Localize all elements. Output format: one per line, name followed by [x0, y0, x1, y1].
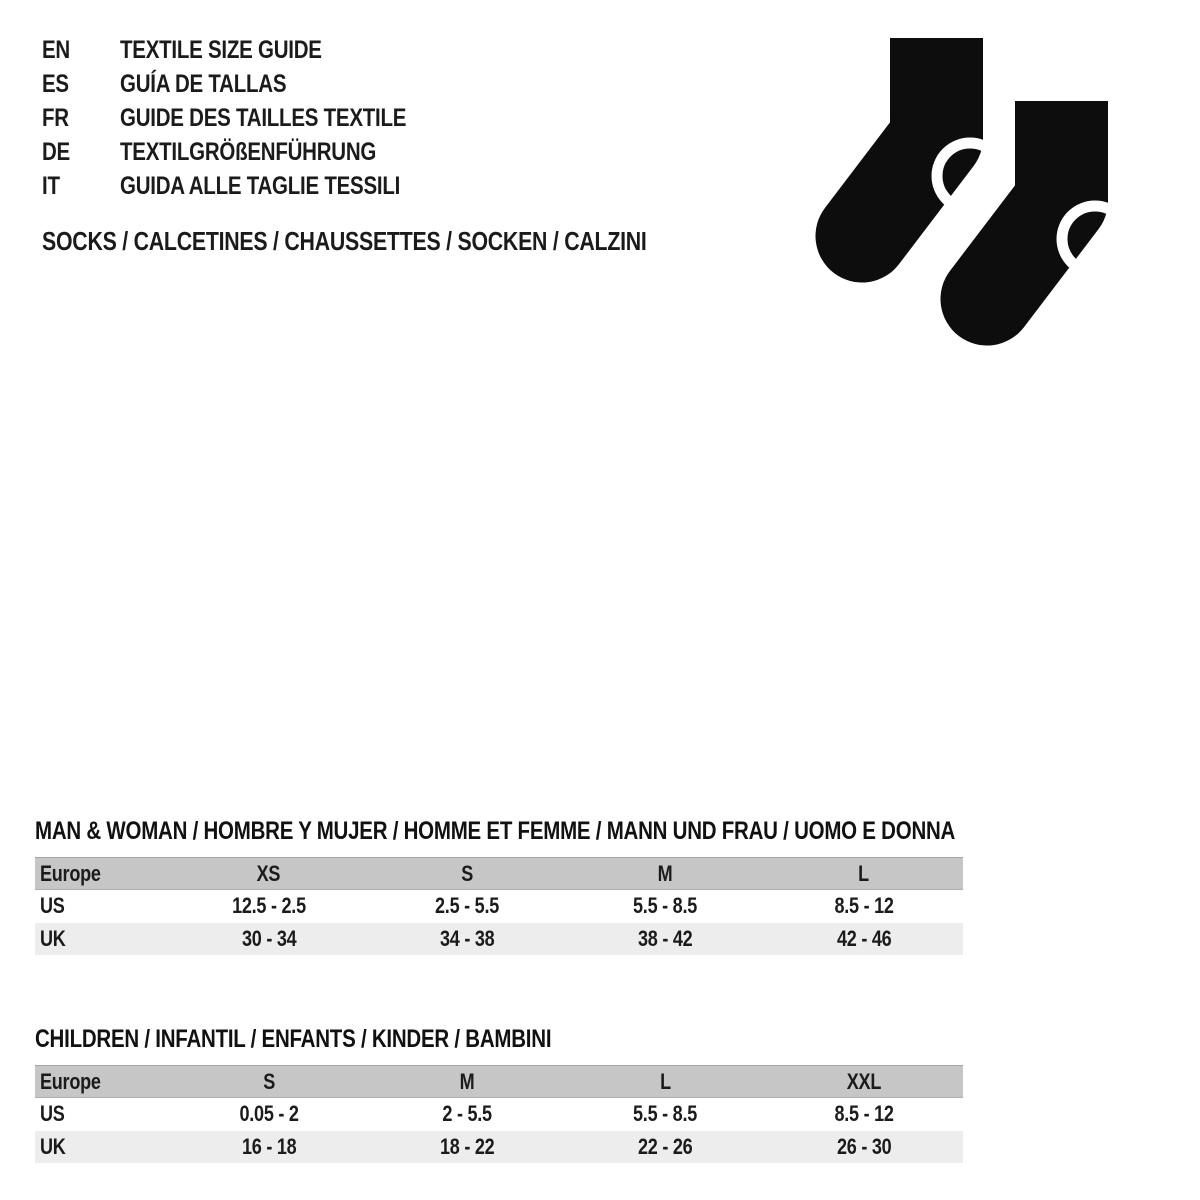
language-code: DE [42, 138, 70, 166]
size-cell: 34 - 38 [439, 925, 495, 951]
table-row-us [35, 1098, 963, 1131]
category-line-text: SOCKS / CALCETINES / CHAUSSETTES / SOCKEN / CALZINI [42, 226, 647, 256]
table-row-us [35, 890, 963, 923]
category-line [42, 226, 779, 256]
language-code: IT [42, 172, 60, 200]
size-cell: 0.05 - 2 [239, 1101, 299, 1127]
row-label: UK [40, 925, 66, 951]
language-code: FR [42, 104, 69, 132]
size-cell: 5.5 - 8.5 [633, 1101, 698, 1127]
size-cell: 42 - 46 [836, 925, 892, 951]
size-cell: 2.5 - 5.5 [435, 893, 500, 919]
socks-icon [812, 28, 1148, 364]
language-title-list [42, 36, 762, 206]
header-row [35, 858, 963, 890]
language-row [42, 70, 762, 104]
table-row-uk [35, 923, 963, 955]
column-header: L [858, 860, 870, 886]
column-header: L [660, 1068, 671, 1094]
language-title: GUIDE DES TAILLES TEXTILE [120, 104, 407, 132]
language-title: TEXTILGRÖßENFÜHRUNG [120, 138, 377, 166]
children-size-table [35, 1065, 963, 1163]
column-header: Europe [40, 1068, 101, 1094]
column-header: Europe [40, 860, 101, 886]
size-cell: 22 - 26 [638, 1133, 693, 1159]
row-label: US [40, 893, 65, 919]
column-header: M [658, 860, 673, 886]
table-title: MAN & WOMAN / HOMBRE Y MUJER / HOMME ET FEMME / MANN UND FRAU / UOMO E DONNA [35, 817, 956, 845]
size-cell: 5.5 - 8.5 [633, 893, 698, 919]
table-title: CHILDREN / INFANTIL / ENFANTS / KINDER / BAMBINI [35, 1025, 552, 1053]
man-woman-size-table [35, 857, 963, 955]
column-header: XS [256, 860, 281, 886]
language-code: EN [42, 36, 70, 64]
column-header: XXL [846, 1068, 881, 1094]
man-woman-size-section [35, 817, 963, 955]
header-row [35, 1066, 963, 1098]
size-cell: 16 - 18 [241, 1133, 296, 1159]
column-header: S [461, 860, 473, 886]
table-row-uk [35, 1131, 963, 1163]
size-cell: 38 - 42 [638, 925, 693, 951]
language-title: GUIDA ALLE TAGLIE TESSILI [120, 172, 401, 200]
size-cell: 12.5 - 2.5 [231, 893, 306, 919]
size-cell: 8.5 - 12 [834, 1101, 894, 1127]
size-cell: 30 - 34 [241, 925, 296, 951]
column-header: M [459, 1068, 475, 1094]
language-title: TEXTILE SIZE GUIDE [120, 36, 322, 64]
row-label: UK [40, 1133, 66, 1159]
size-cell: 26 - 30 [836, 1133, 892, 1159]
language-title: GUÍA DE TALLAS [120, 70, 287, 98]
row-label: US [40, 1101, 65, 1127]
size-cell: 8.5 - 12 [834, 893, 894, 919]
language-row [42, 138, 762, 172]
language-row [42, 172, 762, 206]
language-row [42, 104, 762, 138]
children-size-section [35, 1025, 963, 1163]
column-header: S [262, 1068, 275, 1094]
language-row [42, 36, 762, 70]
size-cell: 2 - 5.5 [442, 1101, 492, 1127]
size-cell: 18 - 22 [439, 1133, 495, 1159]
language-code: ES [42, 70, 69, 98]
